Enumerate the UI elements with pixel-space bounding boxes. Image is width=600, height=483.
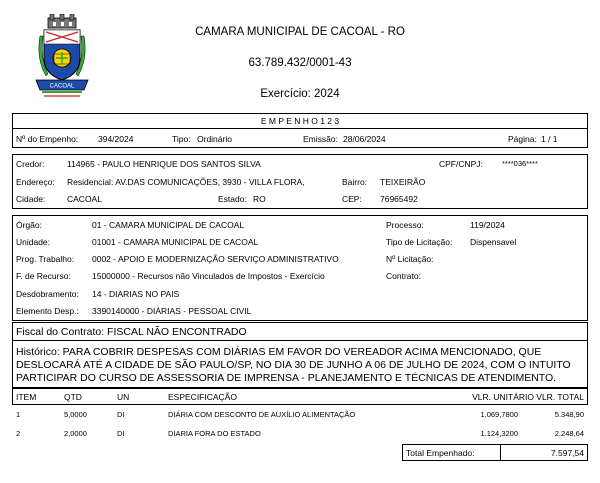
empenho-number-value: 394/2024 [98,134,134,144]
row-1-un: DI [117,410,125,419]
processo-value: 119/2024 [470,220,505,230]
unidade-value: 01001 - CAMARA MUNICIPAL DE CACOAL [92,237,259,247]
elemento-despesa-value: 3390140000 - DIÁRIAS - PESSOAL CIVIL [92,306,252,316]
fiscal-contrato: Fiscal do Contrato: FISCAL NÃO ENCONTRADO [16,326,247,338]
licitacao-tipo-value: Dispensavel [470,237,517,247]
col-qtd-header: QTD [64,392,82,402]
cidade-label: Cidade: [16,194,46,204]
empenho-number-label: Nº do Empenho: [16,134,79,144]
row-2-especificacao: DIARIA FORA DO ESTADO [168,429,261,438]
fonte-recurso-label: F. de Recurso: [16,271,71,281]
desdobramento-label: Desdobramento: [16,289,79,299]
orgao-value: 01 - CAMARA MUNICIPAL DE CACOAL [92,220,245,230]
exercise-year: Exercício: 2024 [260,88,340,100]
col-total-header: VLR. TOTAL [536,392,584,402]
emissao-label: Emissão: [303,134,338,144]
tipo-label: Tipo: [172,134,191,144]
org-name: CAMARA MUNICIPAL DE CACOAL - RO [195,26,405,38]
org-cnpj: 63.789.432/0001-43 [248,57,352,69]
cep-label: CEP: [342,194,362,204]
emissao-value: 28/06/2024 [343,134,386,144]
row-2-item: 2 [16,429,21,438]
historico-line-2: DESLOCARÁ ATÉ A CIDADE DE SÃO PAULO/SP, NO DIA 30 DE JUNHO A 06 DE JULHO DE 2024, COM O INTUITO [16,359,571,371]
licitacao-tipo-label: Tipo de Licitação: [386,237,453,247]
row-2-total: 2.248,64 [554,429,584,438]
elemento-despesa-label: Elemento Desp.: [16,306,79,316]
estado-label: Estado: [218,194,247,204]
bairro-value: TEIXEIRÃO [380,177,426,187]
endereco-label: Endereço: [16,177,55,187]
tipo-value: Ordinário [197,134,232,144]
cep-value: 76965492 [380,194,418,204]
row-2-qtd: 2,0000 [64,429,87,438]
estado-value: RO [253,194,266,204]
row-1-item: 1 [16,410,21,419]
svg-text:CACOAL: CACOAL [49,83,75,90]
cpf-label: CPF/CNPJ: [439,159,483,169]
col-unit-header: VLR. UNITÁRIO [472,392,534,402]
row-1-qtd: 5,0000 [64,410,87,419]
desdobramento-value: 14 - DIARIAS NO PAIS [92,289,180,299]
pagina-label: Página: [508,134,537,144]
historico-line-3: PARTICIPAR DO CURSO DE ASSESSORIA DE IMPRENSA - PLANEJAMENTO E TÉCNICAS DE ATENDIMENTO. [16,372,557,384]
row-1-unit: 1.069,7800 [480,410,518,419]
document-title: E M P E N H O 1 2 3 [260,116,340,126]
row-2-unit: 1.124,3200 [480,429,518,438]
col-un-header: UN [117,392,130,402]
row-2-un: DI [117,429,125,438]
col-especificacao-header: ESPECIFICAÇÃO [168,392,237,402]
licitacao-num-label: Nº Licitação: [386,254,434,264]
credor-label: Credor: [16,159,45,169]
contrato-label: Contrato: [386,271,421,281]
row-1-total: 5.348,90 [554,410,584,419]
prog-trabalho-value: 0002 - APOIO E MODERNIZAÇÃO SERVIÇO ADMINISTRATIVO [92,254,339,264]
prog-trabalho-label: Prog. Trabalho: [16,254,75,264]
cpf-value: ****036**** [502,159,538,168]
pagina-value: 1 / 1 [541,134,558,144]
historico-line-1: Histórico: PARA COBRIR DESPESAS COM DIÁRIAS EM FAVOR DO VEREADOR ACIMA MENCIONADO, QUE [16,346,542,358]
orgao-label: Órgão: [16,220,42,230]
credor-value: 114965 - PAULO HENRIQUE DOS SANTOS SILVA [67,159,261,169]
total-empenhado-label: Total Empenhado: [406,448,475,458]
endereco-value: Residencial: AV.DAS COMUNICAÇÕES, 3930 - VILLA FLORA, [67,177,305,187]
cidade-value: CACOAL [67,194,102,204]
fonte-recurso-value: 15000000 - Recursos não Vinculados de Impostos - Exercício [92,271,325,281]
col-item-header: ITEM [16,392,37,402]
processo-label: Processo: [386,220,424,230]
total-empenhado-value: 7.597,54 [550,448,584,458]
bairro-label: Bairro: [342,177,368,187]
unidade-label: Unidade: [16,237,51,247]
row-1-especificacao: DIÁRIA COM DESCONTO DE AUXÍLIO ALIMENTAÇÃO [168,410,356,419]
